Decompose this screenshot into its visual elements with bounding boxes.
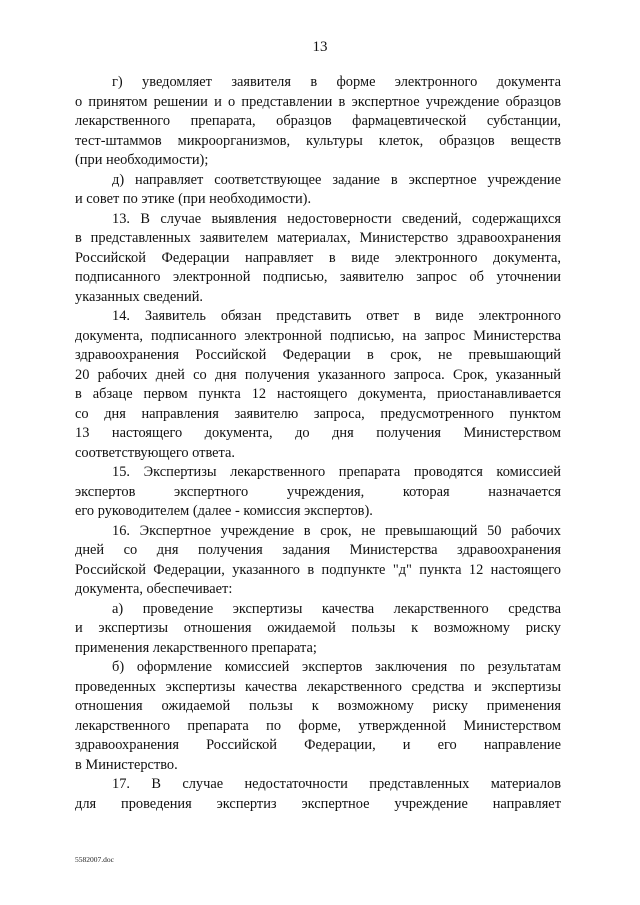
document-footer: 5582007.doc <box>75 855 114 864</box>
text-line: и совет по этике (при необходимости). <box>75 191 312 207</box>
text-line: лекарственного препарата по форме, утвержденной Министерством <box>75 717 561 734</box>
text-line: о принятом решении и о представлении в экспертное учреждение образцов <box>75 93 561 110</box>
text-line: проведенных экспертизы качества лекарственного средства и экспертизы <box>75 678 561 695</box>
text-line: документа, подписанного электронной подписью, на запрос Министерства <box>75 327 561 344</box>
paragraph-d <box>75 171 561 210</box>
text-line: Российской Федерации, указанного в подпункте "д" пункта 12 настоящего <box>75 561 561 578</box>
text-line: 13 настоящего документа, до дня получения Министерством <box>75 425 561 441</box>
paragraph-g <box>75 73 561 171</box>
paragraph-14 <box>75 307 561 463</box>
text-line: Российской Федерации направляет в виде электронного документа, <box>75 249 561 266</box>
text-line: 15. Экспертизы лекарственного препарата проводятся комиссией <box>112 464 561 480</box>
text-line: (при необходимости); <box>75 152 209 168</box>
text-line: и экспертизы отношения ожидаемой пользы к возможному риску <box>75 620 561 636</box>
paragraph-16 <box>75 522 561 600</box>
text-line: для проведения экспертиз экспертное учреждение направляет <box>75 795 561 812</box>
text-line: 13. В случае выявления недостоверности сведений, содержащихся <box>112 210 561 227</box>
text-line: соответствующего ответа. <box>75 444 236 461</box>
text-line: г) уведомляет заявителя в форме электронного документа <box>112 74 561 90</box>
paragraph-13 <box>75 210 561 308</box>
text-line: 16. Экспертное учреждение в срок, не превышающий 50 рабочих <box>112 522 561 539</box>
text-line: д) направляет соответствующее задание в экспертное учреждение <box>112 171 561 188</box>
text-line: дней со дня получения задания Министерства здравоохранения <box>75 542 561 558</box>
paragraph-15 <box>75 463 561 522</box>
text-line: б) оформление комиссией экспертов заключения по результатам <box>112 659 561 675</box>
text-line: со дня направления заявителю запроса, предусмотренного пунктом <box>75 405 561 422</box>
text-line: отношения ожидаемой пользы к возможному риску применения <box>75 698 561 714</box>
text-line: в Министерство. <box>75 756 178 773</box>
paragraph-b <box>75 658 561 775</box>
paragraph-17 <box>75 775 561 814</box>
text-line: в абзаце первом пункта 12 настоящего документа, приостанавливается <box>75 386 561 402</box>
paragraph-a <box>75 600 561 659</box>
text-line: указанных сведений. <box>75 288 203 305</box>
text-line: тест-штаммов микроорганизмов, культуры клеток, образцов веществ <box>75 132 561 149</box>
document-body <box>75 73 561 814</box>
text-line: 14. Заявитель обязан представить ответ в виде электронного <box>112 308 561 324</box>
text-line: а) проведение экспертизы качества лекарственного средства <box>112 600 561 617</box>
text-line: лекарственного препарата, образцов фармацевтической субстанции, <box>75 113 561 129</box>
page-number: 13 <box>312 39 328 55</box>
text-line: его руководителем (далее - комиссия экспертов). <box>75 503 373 519</box>
text-line: экспертов экспертного учреждения, которая назначается <box>75 483 561 500</box>
text-line: здравоохранения Российской Федерации, и его направление <box>75 737 561 753</box>
text-line: документа, обеспечивает: <box>75 581 233 597</box>
text-line: в представленных заявителем материалах, Министерство здравоохранения <box>75 230 561 246</box>
text-line: 17. В случае недостаточности представленных материалов <box>112 776 561 792</box>
text-line: здравоохранения Российской Федерации в срок, не превышающий <box>75 347 561 363</box>
text-line: 20 рабочих дней со дня получения указанного запроса. Срок, указанный <box>75 366 561 383</box>
text-line: подписанного электронной подписью, заявителю запрос об уточнении <box>75 269 561 285</box>
text-line: применения лекарственного препарата; <box>75 639 317 656</box>
